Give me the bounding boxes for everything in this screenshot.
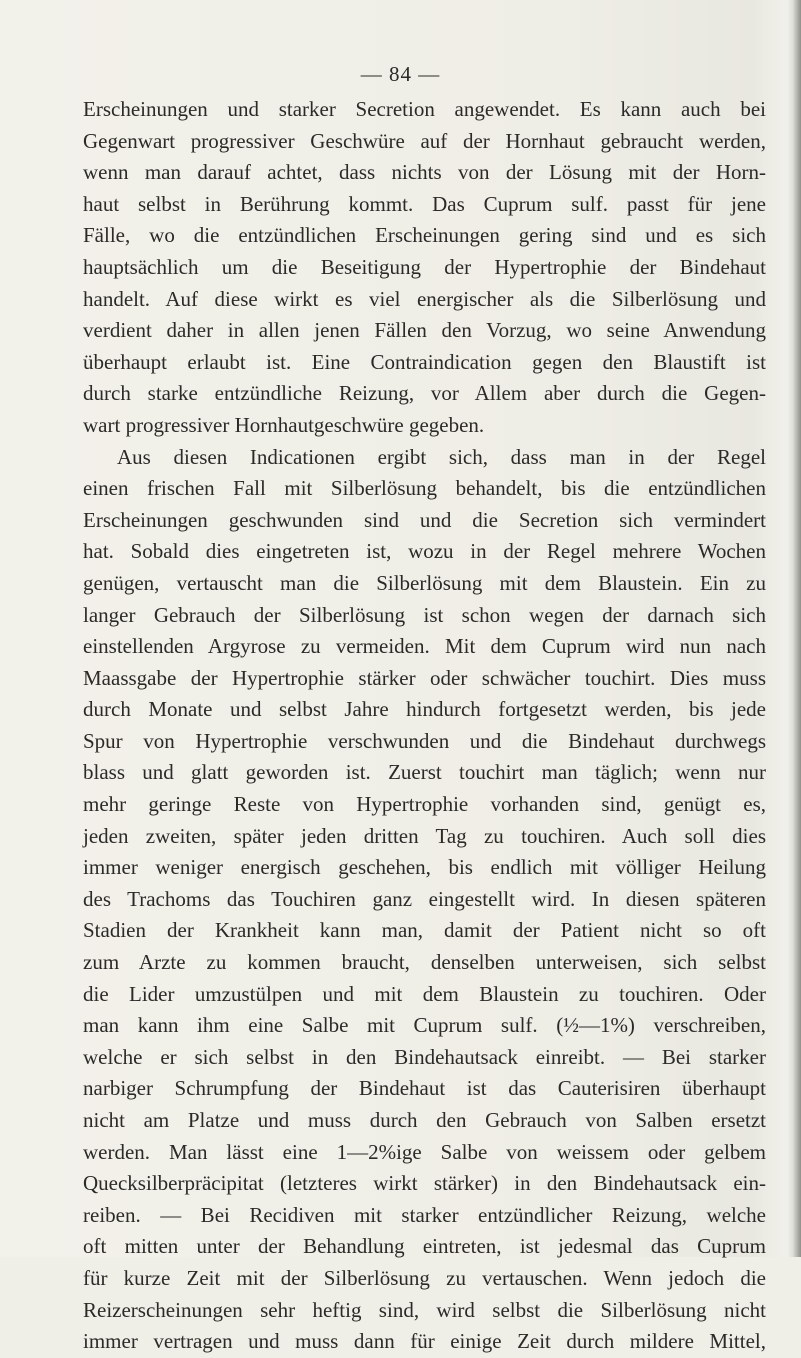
text-line: reiben. — Bei Recidiven mit starker entzündlicher Reizung, welche (83, 1202, 766, 1227)
text-line: mehr geringe Reste von Hypertrophie vorhanden sind, genügt es, (83, 792, 766, 817)
text-line: einen frischen Fall mit Silberlösung behandelt, bis die entzündlichen (83, 476, 766, 501)
body-text (83, 94, 766, 1358)
text-line: welche er sich selbst in den Bindehautsack einreibt. — Bei starker (83, 1044, 766, 1069)
text-line: Reizerscheinungen sehr heftig sind, wird selbst die Silberlösung nicht (83, 1297, 766, 1322)
text-line: nicht am Platze und muss durch den Gebrauch von Salben ersetzt (83, 1108, 766, 1132)
text-line: Stadien der Krankheit kann man, damit der Patient nicht so oft (83, 918, 766, 943)
text-line: durch starke entzündliche Reizung, vor Allem aber durch die Gegen- (83, 381, 766, 406)
text-line: verdient daher in allen jenen Fällen den Vorzug, wo seine Anwendung (83, 318, 766, 343)
text-line: für kurze Zeit mit der Silberlösung zu vertauschen. Wenn jedoch die (83, 1265, 766, 1290)
text-line: haut selbst in Berührung kommt. Das Cuprum sulf. passt für jene (83, 191, 766, 216)
page-edge-shadow (787, 0, 801, 1257)
text-line: Erscheinungen geschwunden sind und die Secretion sich vermindert (83, 507, 766, 532)
text-line: genügen, vertauscht man die Silberlösung mit dem Blaustein. Ein zu (83, 570, 766, 595)
text-line: Fälle, wo die entzündlichen Erscheinungen gering sind und es sich (83, 223, 766, 248)
text-line: Erscheinungen und starker Secretion angewendet. Es kann auch bei (83, 97, 766, 121)
text-line: langer Gebrauch der Silberlösung ist schon wegen der darnach sich (83, 602, 766, 627)
text-line: überhaupt erlaubt ist. Eine Contraindication gegen den Blaustift ist (83, 349, 766, 374)
text-line: jeden zweiten, später jeden dritten Tag zu touchiren. Auch soll dies (83, 823, 766, 848)
text-line: hauptsächlich um die Beseitigung der Hypertrophie der Bindehaut (83, 254, 766, 279)
text-line: oft mitten unter der Behandlung eintreten, ist jedesmal das Cuprum (83, 1234, 766, 1259)
text-line: Spur von Hypertrophie verschwunden und die Bindehaut durchwegs (83, 728, 766, 753)
text-line: werden. Man lässt eine 1—2%ige Salbe von weissem oder gelbem (83, 1139, 766, 1164)
text-line: durch Monate und selbst Jahre hindurch fortgesetzt werden, bis jede (83, 697, 766, 722)
text-line: man kann ihm eine Salbe mit Cuprum sulf. (½—1%) verschreiben, (83, 1013, 766, 1038)
text-line: wart progressiver Hornhautgeschwüre gegeben. (83, 412, 485, 437)
text-line: Aus diesen Indicationen ergibt sich, dass man in der Regel (117, 444, 766, 469)
text-line: Quecksilberpräcipitat (letzteres wirkt stärker) in den Bindehautsack ein- (83, 1171, 766, 1196)
text-line: zum Arzte zu kommen braucht, denselben unterweisen, sich selbst (83, 950, 766, 975)
text-line: hat. Sobald dies eingetreten ist, wozu in der Regel mehrere Wochen (83, 539, 766, 564)
text-line: narbiger Schrumpfung der Bindehaut ist das Cauterisiren überhaupt (83, 1076, 766, 1101)
text-line: einstellenden Argyrose zu vermeiden. Mit dem Cuprum wird nun nach (83, 634, 766, 659)
text-line: des Trachoms das Touchiren ganz eingestellt wird. In diesen späteren (83, 886, 766, 911)
text-line: die Lider umzustülpen und mit dem Blaustein zu touchiren. Oder (83, 981, 766, 1006)
text-line: handelt. Auf diese wirkt es viel energischer als die Silberlösung und (83, 286, 766, 311)
text-line: Maassgabe der Hypertrophie stärker oder schwächer touchirt. Dies muss (83, 665, 766, 690)
text-line: wenn man darauf achtet, dass nichts von der Lösung mit der Horn- (83, 160, 766, 185)
text-line: Gegenwart progressiver Geschwüre auf der Hornhaut gebraucht werden, (83, 128, 766, 153)
page-number: — 84 — (360, 62, 441, 86)
text-line: immer weniger energisch geschehen, bis endlich mit völliger Heilung (83, 855, 766, 880)
text-line: immer vertragen und muss dann für einige Zeit durch mildere Mittel, (83, 1329, 766, 1354)
text-line: blass und glatt geworden ist. Zuerst touchirt man täglich; wenn nur (83, 760, 766, 785)
